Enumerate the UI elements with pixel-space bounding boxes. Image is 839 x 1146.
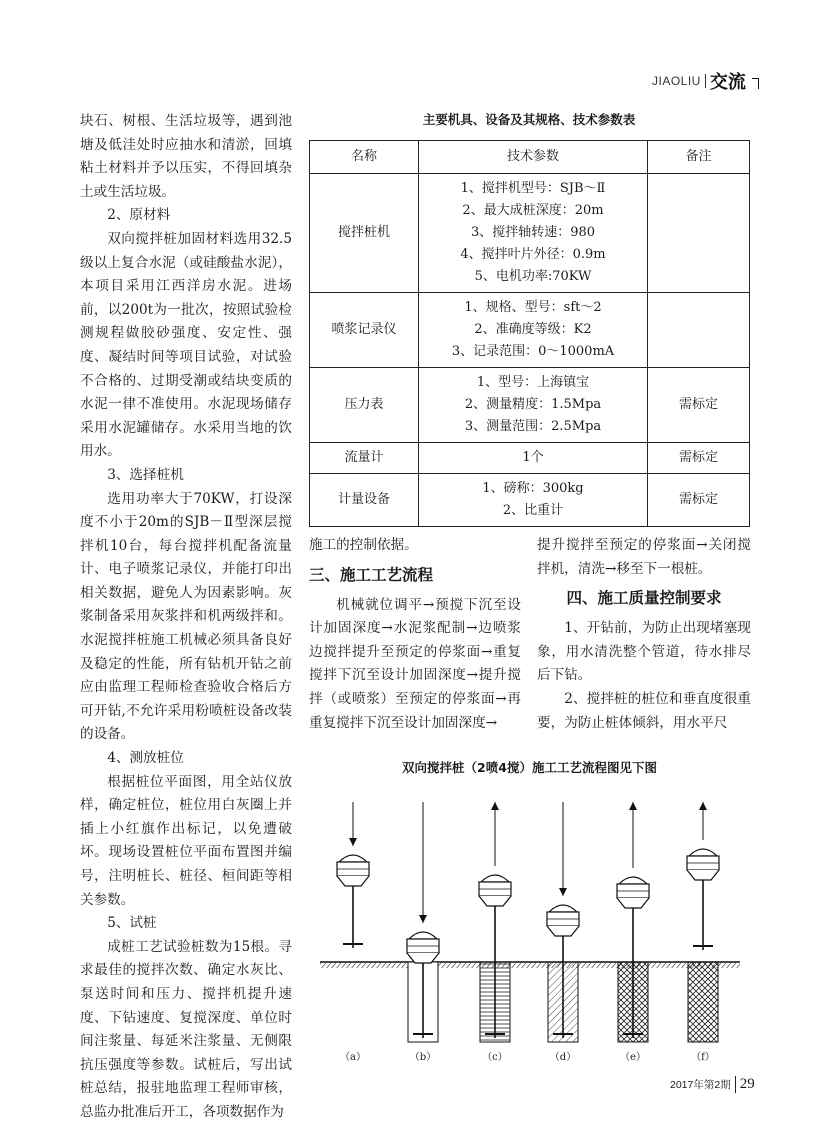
equipment-note — [648, 174, 750, 293]
machine-base — [547, 926, 579, 936]
brand-chinese: 交流 — [709, 72, 746, 93]
arrow-up-icon — [699, 802, 707, 810]
equipment-params — [419, 368, 648, 443]
equipment-name: 喷浆记录仪 — [310, 293, 419, 368]
machine-dome — [409, 932, 437, 939]
param-line: 2、准确度等级：K2 — [474, 322, 592, 337]
table-row — [310, 443, 750, 474]
continued-text: 施工的控制依据。 — [309, 537, 418, 553]
stage-e — [617, 802, 649, 1063]
paragraph: 根据桩位平面图，用全站仪放样，确定桩位，桩位用白灰圈上并插上小红旗作出标记，以免遭破坏。现场设置桩位平面布置图并编号，注明桩长、桩径、桓间距等相关参数。 — [80, 773, 292, 908]
paragraph: 选用功率大于70KW，打设深度不小于20m的SJB－Ⅱ型深层搅拌机10台，每台搅拌机配备流量计、电子喷浆记录仪，并能打印出相关数据，避免人为因素影响。灰浆制备采用灰浆拌和机两级拌和。水泥搅拌桩施工机械必须具备良好及稳定的性能，所有钻机开钻之前应由监理工程师检查验收合格后方可开钻,不允许采用粉喷桩设备改装的设备。 — [80, 490, 292, 743]
equipment-note: 需标定 — [648, 474, 750, 527]
stage-label: （a） — [340, 1052, 366, 1063]
equipment-name: 计量设备 — [310, 474, 419, 527]
arrow-down-icon — [349, 838, 357, 846]
param-line: 2、最大成桩深度：20m — [462, 203, 604, 218]
section-title-process: 三、施工工艺流程 — [309, 565, 434, 584]
stage-b — [407, 802, 439, 1063]
param-line: 3、测量范围：2.5Mpa — [464, 419, 602, 434]
paragraph: 双向搅拌桩加固材料选用32.5级以上复合水泥（或硅酸盐水泥），本项目采用江西洋房水泥。进场前，以200t为一批次，按照试验检测规程做胶砂强度、安定性、强度、凝结时间等项目试验，对试验不合格的、过期受潮或结块变质的水泥一律不准使用。水泥现场储存采用水泥罐储存。水采用当地的饮用水。 — [80, 230, 292, 460]
left-column — [80, 110, 292, 1125]
quality-paragraph-2: 2、搅拌桩的桩位和垂直度很重要，为防止桩体倾斜，用水平尺 — [537, 690, 751, 731]
param-line: 2、测量精度：1.5Mpa — [464, 397, 602, 412]
subheading: 3、选择桩机 — [107, 466, 184, 483]
quality-paragraph-1: 1、开钻前，为防止出现堵塞现象，用水清洗整个管道，待水排尽后下钻。 — [537, 620, 751, 684]
equipment-params — [419, 474, 648, 527]
param-line: 1个 — [522, 450, 544, 465]
machine-base — [479, 896, 511, 906]
machine-base — [687, 870, 719, 880]
header-params: 技术参数 — [419, 141, 648, 174]
right-column — [537, 534, 751, 735]
stage-c — [479, 802, 511, 1063]
machine-dome — [339, 855, 367, 862]
arrow-up-icon — [629, 802, 637, 810]
param-line: 3、搅拌轴转速：980 — [470, 225, 596, 240]
table-row — [310, 174, 750, 293]
arrow-up-icon — [491, 802, 499, 810]
table-row — [310, 474, 750, 527]
section-title-quality: 四、施工质量控制要求 — [566, 589, 722, 608]
machine-dome — [619, 877, 647, 884]
issue-label: 2017年第2期 — [670, 1079, 731, 1091]
brand-english: JIAOLIU — [652, 74, 701, 88]
corner-mark-icon — [752, 78, 759, 89]
param-line: 1、型号：上海镇宝 — [476, 375, 590, 390]
arrow-down-icon — [419, 915, 427, 923]
stage-label: （c） — [482, 1052, 508, 1063]
stage-a — [337, 802, 369, 1063]
header-name: 名称 — [310, 141, 419, 174]
subheading: 5、试桩 — [107, 915, 157, 932]
machine-dome — [689, 849, 717, 856]
stage-label: （e） — [620, 1052, 646, 1063]
page-footer — [670, 1076, 755, 1093]
machine-dome — [549, 905, 577, 912]
machine-base — [617, 898, 649, 908]
paragraph: 块石、树根、生活垃圾等，遇到池塘及低洼处时应抽水和清淤，回填粘土材料并予以压实，不得回填杂土或生活垃圾。 — [80, 113, 292, 200]
param-line: 1、磅称：300kg — [482, 481, 584, 496]
subheading: 4、测放桩位 — [107, 750, 184, 767]
equipment-params — [419, 293, 648, 368]
figure-title: 双向搅拌桩（2喷4搅）施工工艺流程图见下图 — [402, 760, 657, 775]
header-note: 备注 — [648, 141, 750, 174]
continued-text: 提升搅拌至预定的停浆面→关闭搅拌机，清洗→移至下一根桩。 — [537, 537, 751, 577]
machine-base — [337, 876, 369, 886]
page-number: 29 — [735, 1076, 755, 1093]
param-line: 2、比重计 — [502, 503, 564, 518]
equipment-note: 需标定 — [648, 443, 750, 474]
equipment-note: 需标定 — [648, 368, 750, 443]
equipment-name: 流量计 — [310, 443, 419, 474]
stage-f — [687, 802, 719, 1063]
equipment-name: 搅拌桩机 — [310, 174, 419, 293]
stage-label: （d） — [549, 1052, 577, 1063]
equipment-spec-table — [309, 140, 750, 527]
subheading: 2、原材料 — [107, 207, 171, 224]
stage-label: （b） — [409, 1052, 437, 1063]
param-line: 1、搅拌机型号：SJB～Ⅱ — [460, 181, 606, 196]
equipment-params — [419, 174, 648, 293]
brand-divider — [705, 74, 706, 88]
pile-column — [688, 962, 718, 1042]
arrow-down-icon — [559, 888, 567, 896]
middle-column — [309, 534, 521, 735]
journal-header — [652, 70, 759, 92]
stage-label: （f） — [691, 1052, 715, 1063]
stage-d — [547, 802, 579, 1063]
param-line: 3、记录范围：0～1000mA — [451, 344, 615, 359]
equipment-params — [419, 443, 648, 474]
param-line: 4、搅拌叶片外径：0.9m — [460, 247, 606, 262]
machine-dome — [481, 875, 509, 882]
table-row — [310, 368, 750, 443]
param-line: 1、规格、型号：sft～2 — [464, 300, 602, 315]
equipment-note — [648, 293, 750, 368]
ground-soil — [320, 962, 740, 968]
param-line: 5、电机功率:70KW — [474, 269, 592, 284]
paragraph: 成桩工艺试验桩数为15根。寻求最佳的搅拌次数、确定水灰比、泵送时间和压力、搅拌机提升速度、下钻速度、复搅深度、单位时间注浆量、每延米注浆量、无侧限抗压强度等参数。试桩后，写出试桩总结，报驻地监理工程师审核，总监办批准后开工，各项数据作为 — [80, 938, 292, 1120]
process-flow-diagram — [315, 790, 745, 1065]
table-title: 主要机具、设备及其规格、技术参数表 — [422, 112, 636, 127]
process-paragraph: 机械就位调平→预搅下沉至设计加固深度→水泥浆配制→边喷浆边搅拌提升至预定的停浆面→重复搅拌下沉至设计加固深度→提升搅拌（或喷浆）至预定的停浆面→再重复搅拌下沉至设计加固深度→ — [309, 596, 521, 731]
table-row — [310, 293, 750, 368]
equipment-name: 压力表 — [310, 368, 419, 443]
table-header-row — [310, 141, 750, 174]
